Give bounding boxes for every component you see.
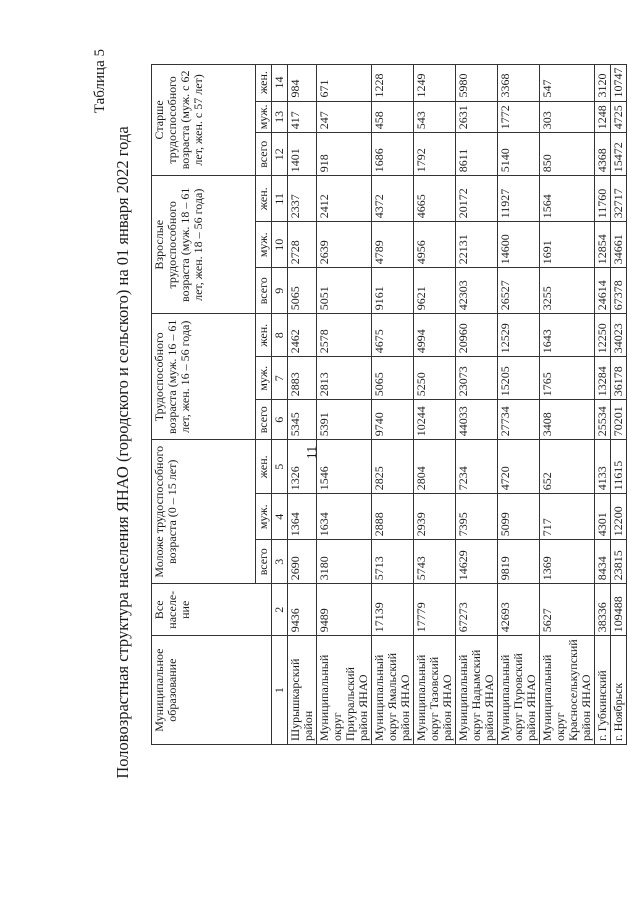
table-row [595,64,611,744]
value-cell: 9489 [317,584,372,636]
value-cell: 303 [540,101,595,133]
value-cell: 11615 [611,440,627,494]
value-cell: 23073 [456,357,498,400]
value-cell: 23815 [611,540,627,584]
value-cell: 44033 [456,400,498,440]
value-cell: 1326 [288,440,317,494]
value-cell: 547 [540,64,595,101]
value-cell: 10244 [414,400,456,440]
value-cell: 1248 [595,101,611,133]
value-cell: 5065 [372,357,414,400]
value-cell: 38336 [595,584,611,636]
value-cell: 4789 [372,222,414,268]
municipality-name: Муниципальный округ Пуровский район ЯНАО [498,636,540,745]
value-cell: 11927 [498,176,540,222]
value-cell: 67273 [456,584,498,636]
value-cell: 1249 [414,64,456,101]
table-title: Половозрастная структура населения ЯНАО (городского и сельского) на 01 января 2022 года [113,126,132,779]
subheader-male: муж. [256,494,272,540]
value-cell: 5250 [414,357,456,400]
municipality-name: г. Ноябрьск [611,636,627,745]
value-cell: 1546 [317,440,372,494]
column-number: 9 [272,268,288,314]
header-municipality: Муниципальное образование [152,636,272,745]
value-cell: 3408 [540,400,595,440]
column-number: 12 [272,133,288,176]
value-cell: 70201 [611,400,627,440]
value-cell: 4665 [414,176,456,222]
value-cell: 12250 [595,314,611,357]
column-number: 13 [272,101,288,133]
value-cell: 22131 [456,222,498,268]
value-cell: 9621 [414,268,456,314]
subheader-male: муж. [256,101,272,133]
header-older: Старше трудоспособного возраста (муж. с 62 лет, жен. с 57 лет) [152,64,256,176]
value-cell: 17779 [414,584,456,636]
table-row [317,64,372,744]
value-cell: 2728 [288,222,317,268]
value-cell: 1401 [288,133,317,176]
value-cell: 717 [540,494,595,540]
value-cell: 11760 [595,176,611,222]
municipality-name: Муниципальный округ Приуральский район ЯНАО [317,636,372,745]
subheader-all: всего [256,133,272,176]
value-cell: 5065 [288,268,317,314]
value-cell: 67378 [611,268,627,314]
value-cell: 8434 [595,540,611,584]
column-number: 8 [272,314,288,357]
table-row [456,64,498,744]
value-cell: 9740 [372,400,414,440]
value-cell: 5743 [414,540,456,584]
header-total: Все населе-ние [152,584,272,636]
value-cell: 7395 [456,494,498,540]
value-cell: 15205 [498,357,540,400]
subheader-female: жен. [256,440,272,494]
value-cell: 1792 [414,133,456,176]
value-cell: 7234 [456,440,498,494]
subheader-all: всего [256,540,272,584]
value-cell: 850 [540,133,595,176]
table-body [288,64,627,744]
value-cell: 36178 [611,357,627,400]
value-cell: 5140 [498,133,540,176]
column-number: 1 [272,636,288,745]
column-number-row [272,64,288,744]
value-cell: 9436 [288,584,317,636]
population-table [151,64,627,745]
value-cell: 15472 [611,133,627,176]
value-cell: 4368 [595,133,611,176]
value-cell: 4725 [611,101,627,133]
header-working: Трудоспособного возраста (муж. 16 – 61 лет, жен. 16 – 56 года) [152,314,256,440]
column-number: 4 [272,494,288,540]
value-cell: 25534 [595,400,611,440]
municipality-name: Муниципальный округ Ямальский район ЯНАО [372,636,414,745]
value-cell: 5627 [540,584,595,636]
value-cell: 4720 [498,440,540,494]
value-cell: 17139 [372,584,414,636]
column-number: 2 [272,584,288,636]
value-cell: 984 [288,64,317,101]
header-younger: Моложе трудоспособного возраста (0 – 15 лет) [152,440,256,584]
municipality-name: Муниципальный округ Тазовский район ЯНАО [414,636,456,745]
value-cell: 27734 [498,400,540,440]
value-cell: 12854 [595,222,611,268]
value-cell: 2825 [372,440,414,494]
value-cell: 543 [414,101,456,133]
value-cell: 5099 [498,494,540,540]
value-cell: 20960 [456,314,498,357]
table-row [288,64,317,744]
value-cell: 5345 [288,400,317,440]
subheader-all: всего [256,400,272,440]
value-cell: 20172 [456,176,498,222]
value-cell: 12529 [498,314,540,357]
municipality-name: г. Губкинский [595,636,611,745]
column-number: 14 [272,64,288,101]
value-cell: 9819 [498,540,540,584]
value-cell: 1765 [540,357,595,400]
value-cell: 4301 [595,494,611,540]
table-row [372,64,414,744]
value-cell: 458 [372,101,414,133]
value-cell: 5980 [456,64,498,101]
value-cell: 109488 [611,584,627,636]
value-cell: 2631 [456,101,498,133]
value-cell: 34023 [611,314,627,357]
value-cell: 3180 [317,540,372,584]
column-number: 10 [272,222,288,268]
value-cell: 3255 [540,268,595,314]
table-row [498,64,540,744]
value-cell: 2578 [317,314,372,357]
value-cell: 2462 [288,314,317,357]
municipality-name: Муниципальный округ Красноселькупский район ЯНАО [540,636,595,745]
subheader-female: жен. [256,176,272,222]
value-cell: 247 [317,101,372,133]
value-cell: 1643 [540,314,595,357]
value-cell: 3120 [595,64,611,101]
municipality-name: Муниципальный округ Надымский район ЯНАО [456,636,498,745]
header-row-groups [152,64,256,744]
value-cell: 42303 [456,268,498,314]
column-number: 11 [272,176,288,222]
value-cell: 4956 [414,222,456,268]
value-cell: 671 [317,64,372,101]
value-cell: 5713 [372,540,414,584]
value-cell: 14600 [498,222,540,268]
municipality-name: Шурышкарский район [288,636,317,745]
value-cell: 1691 [540,222,595,268]
value-cell: 26527 [498,268,540,314]
value-cell: 2337 [288,176,317,222]
value-cell: 8611 [456,133,498,176]
subheader-all: всего [256,268,272,314]
value-cell: 9161 [372,268,414,314]
value-cell: 2804 [414,440,456,494]
value-cell: 1369 [540,540,595,584]
value-cell: 24614 [595,268,611,314]
value-cell: 2888 [372,494,414,540]
value-cell: 2813 [317,357,372,400]
column-number: 6 [272,400,288,440]
subheader-female: жен. [256,314,272,357]
column-number: 5 [272,440,288,494]
value-cell: 4133 [595,440,611,494]
value-cell: 1772 [498,101,540,133]
value-cell: 10747 [611,64,627,101]
value-cell: 42693 [498,584,540,636]
page-number: 11 [305,445,320,460]
value-cell: 2690 [288,540,317,584]
value-cell: 2939 [414,494,456,540]
value-cell: 918 [317,133,372,176]
header-adult-working: Взрослые трудоспособного возраста (муж. 18 – 61 лет, жен. 18 – 56 года) [152,176,256,314]
value-cell: 1686 [372,133,414,176]
value-cell: 4675 [372,314,414,357]
table-caption: Таблица 5 [92,49,108,114]
value-cell: 652 [540,440,595,494]
table-row [540,64,595,744]
table-row [611,64,627,744]
column-number: 3 [272,540,288,584]
subheader-male: муж. [256,222,272,268]
column-number: 7 [272,357,288,400]
value-cell: 5391 [317,400,372,440]
value-cell: 34661 [611,222,627,268]
value-cell: 32717 [611,176,627,222]
value-cell: 13284 [595,357,611,400]
value-cell: 1564 [540,176,595,222]
value-cell: 2412 [317,176,372,222]
value-cell: 417 [288,101,317,133]
value-cell: 1634 [317,494,372,540]
value-cell: 2883 [288,357,317,400]
value-cell: 1364 [288,494,317,540]
value-cell: 4994 [414,314,456,357]
subheader-female: жен. [256,64,272,101]
value-cell: 5051 [317,268,372,314]
value-cell: 12200 [611,494,627,540]
subheader-male: муж. [256,357,272,400]
table-row [414,64,456,744]
value-cell: 1228 [372,64,414,101]
value-cell: 4372 [372,176,414,222]
value-cell: 2639 [317,222,372,268]
value-cell: 14629 [456,540,498,584]
value-cell: 3368 [498,64,540,101]
